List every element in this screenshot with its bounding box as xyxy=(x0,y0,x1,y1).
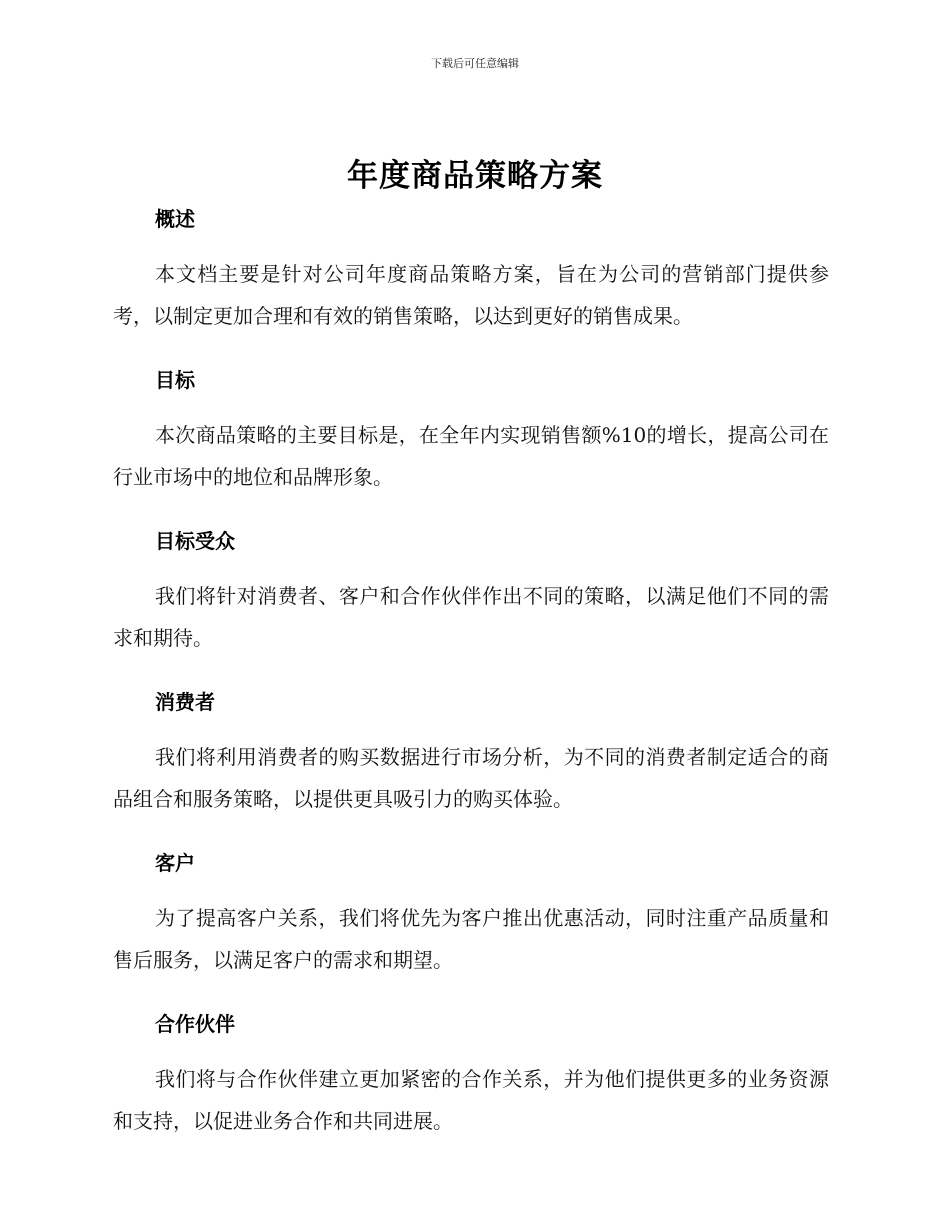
header-note: 下载后可任意编辑 xyxy=(431,57,519,70)
section-partners xyxy=(113,1005,829,1142)
document-title: 年度商品策略方案 xyxy=(347,158,603,194)
section-paragraph: 我们将与合作伙伴建立更加紧密的合作关系，并为他们提供更多的业务资源和支持，以促进业务合作和共同进展。 xyxy=(113,1067,829,1133)
section-customers xyxy=(113,844,829,981)
section-paragraph: 我们将针对消费者、客户和合作伙伴作出不同的策略，以满足他们不同的需求和期待。 xyxy=(113,584,829,650)
section-heading: 消费者 xyxy=(155,690,215,714)
section-heading: 目标受众 xyxy=(155,529,235,553)
section-target-audience xyxy=(113,522,829,659)
section-heading: 概述 xyxy=(155,207,195,231)
section-overview xyxy=(113,200,829,337)
section-paragraph: 本文档主要是针对公司年度商品策略方案，旨在为公司的营销部门提供参考，以制定更加合理和有效的销售策略，以达到更好的销售成果。 xyxy=(113,262,829,328)
section-heading: 客户 xyxy=(155,851,195,875)
section-heading: 目标 xyxy=(155,368,195,392)
section-consumers xyxy=(113,683,829,820)
section-paragraph: 我们将利用消费者的购买数据进行市场分析，为不同的消费者制定适合的商品组合和服务策略，以提供更具吸引力的购买体验。 xyxy=(113,745,829,811)
document-body xyxy=(113,200,829,1166)
section-heading: 合作伙伴 xyxy=(155,1012,235,1036)
section-goals xyxy=(113,361,829,498)
section-paragraph: 本次商品策略的主要目标是，在全年内实现销售额%10的增长，提高公司在行业市场中的地位和品牌形象。 xyxy=(113,423,829,489)
section-paragraph: 为了提高客户关系，我们将优先为客户推出优惠活动，同时注重产品质量和售后服务，以满足客户的需求和期望。 xyxy=(113,906,829,972)
